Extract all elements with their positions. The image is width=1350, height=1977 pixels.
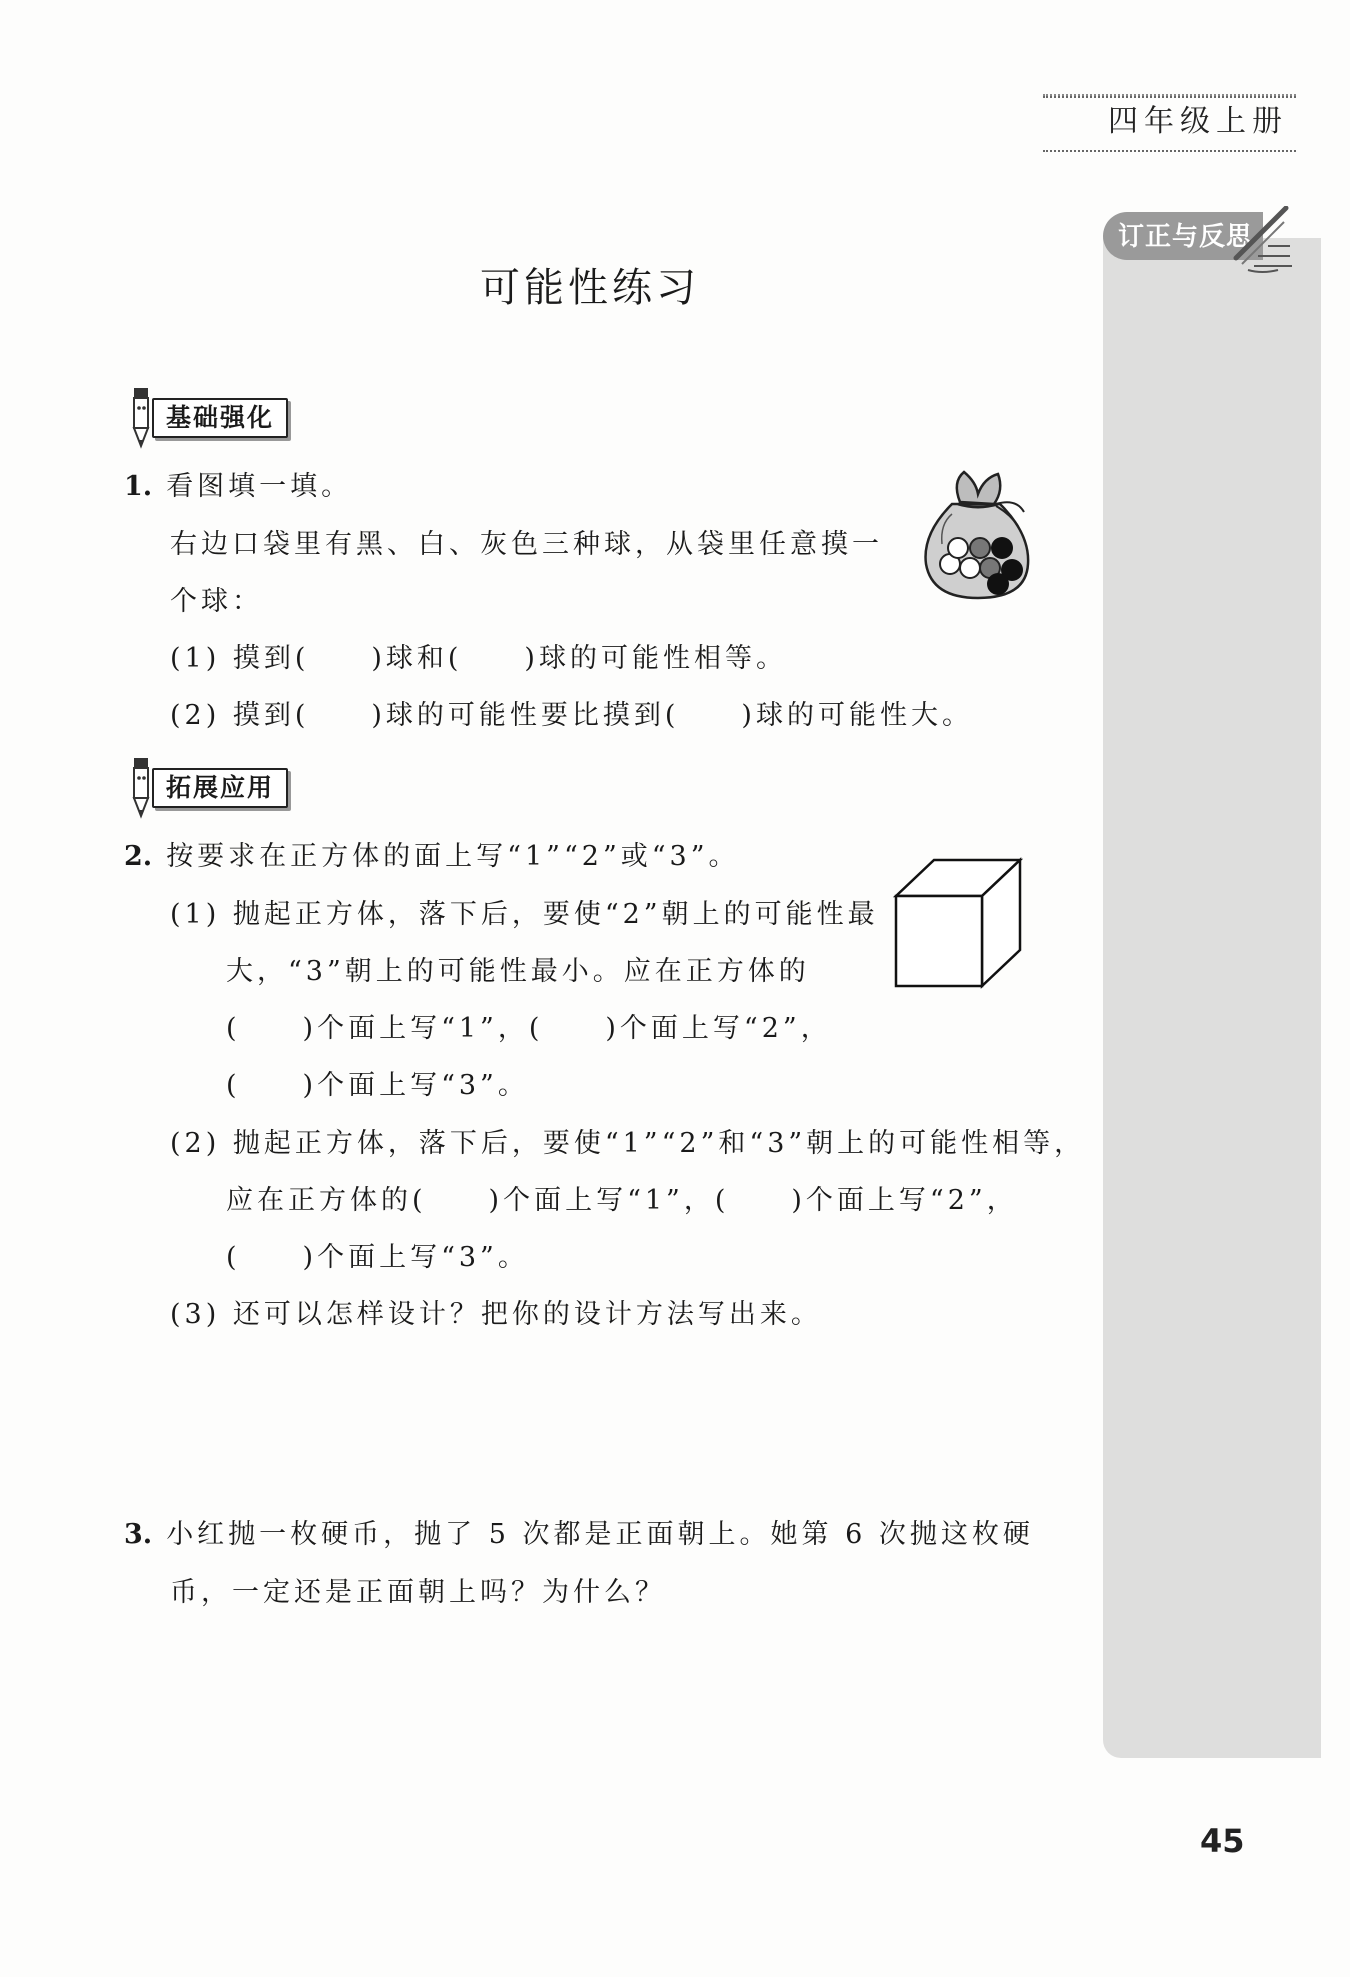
q1-number: 1. (124, 471, 153, 502)
q2-part2-line2: 应在正方体的( )个面上写“1”，( )个面上写“2”， (226, 1185, 1018, 1216)
section-extend-label: 拓展应用 (152, 768, 288, 808)
q2-part2-line1: (2) 抛起正方体，落下后，要使“1”“2”和“3”朝上的可能性相等， (170, 1128, 1086, 1159)
q1-part1: (1) 摸到( )球和( )球的可能性相等。 (170, 643, 787, 674)
pencil-icon (1228, 206, 1298, 276)
q2-part1-line1: (1) 抛起正方体，落下后，要使“2”朝上的可能性最 (170, 899, 879, 930)
q2-part2-line3: ( )个面上写“3”。 (226, 1242, 529, 1273)
q3-number: 3. (124, 1519, 153, 1550)
q3-line1-text: 小红抛一枚硬币，抛了 5 次都是正面朝上。她第 6 次抛这枚硬 (166, 1519, 1034, 1550)
cube-image (892, 856, 1028, 990)
correction-column (1103, 238, 1321, 1758)
q2-part3: (3) 还可以怎样设计？把你的设计方法写出来。 (170, 1299, 822, 1330)
q2-part1-line3: ( )个面上写“1”，( )个面上写“2”， (226, 1013, 832, 1044)
grade-label: 四年级上册 (1108, 104, 1288, 139)
q1-desc-line1: 右边口袋里有黑、白、灰色三种球，从袋里任意摸一 (170, 529, 883, 560)
q2-stem-text: 按要求在正方体的面上写“1”“2”或“3”。 (166, 841, 740, 872)
q3-line1 (124, 1512, 1034, 1551)
section-basic-label: 基础强化 (152, 398, 288, 438)
q1-part2: (2) 摸到( )球的可能性要比摸到( )球的可能性大。 (170, 700, 973, 731)
page-title: 可能性练习 (480, 265, 700, 311)
q2-part1-line2: 大，“3”朝上的可能性最小。应在正方体的 (226, 956, 810, 987)
ball-bag-image (912, 464, 1042, 604)
q3-line2: 币，一定还是正面朝上吗？为什么？ (170, 1577, 666, 1608)
q1-stem (124, 464, 352, 503)
correction-tab-label: 订正与反思 (1118, 222, 1254, 252)
q2-number: 2. (124, 841, 153, 872)
q2-part1-line4: ( )个面上写“3”。 (226, 1070, 529, 1101)
q1-desc-line2: 个球： (170, 586, 263, 617)
page-number: 45 (1200, 1822, 1245, 1860)
q1-stem-text: 看图填一填。 (166, 471, 353, 502)
q2-stem (124, 834, 740, 873)
